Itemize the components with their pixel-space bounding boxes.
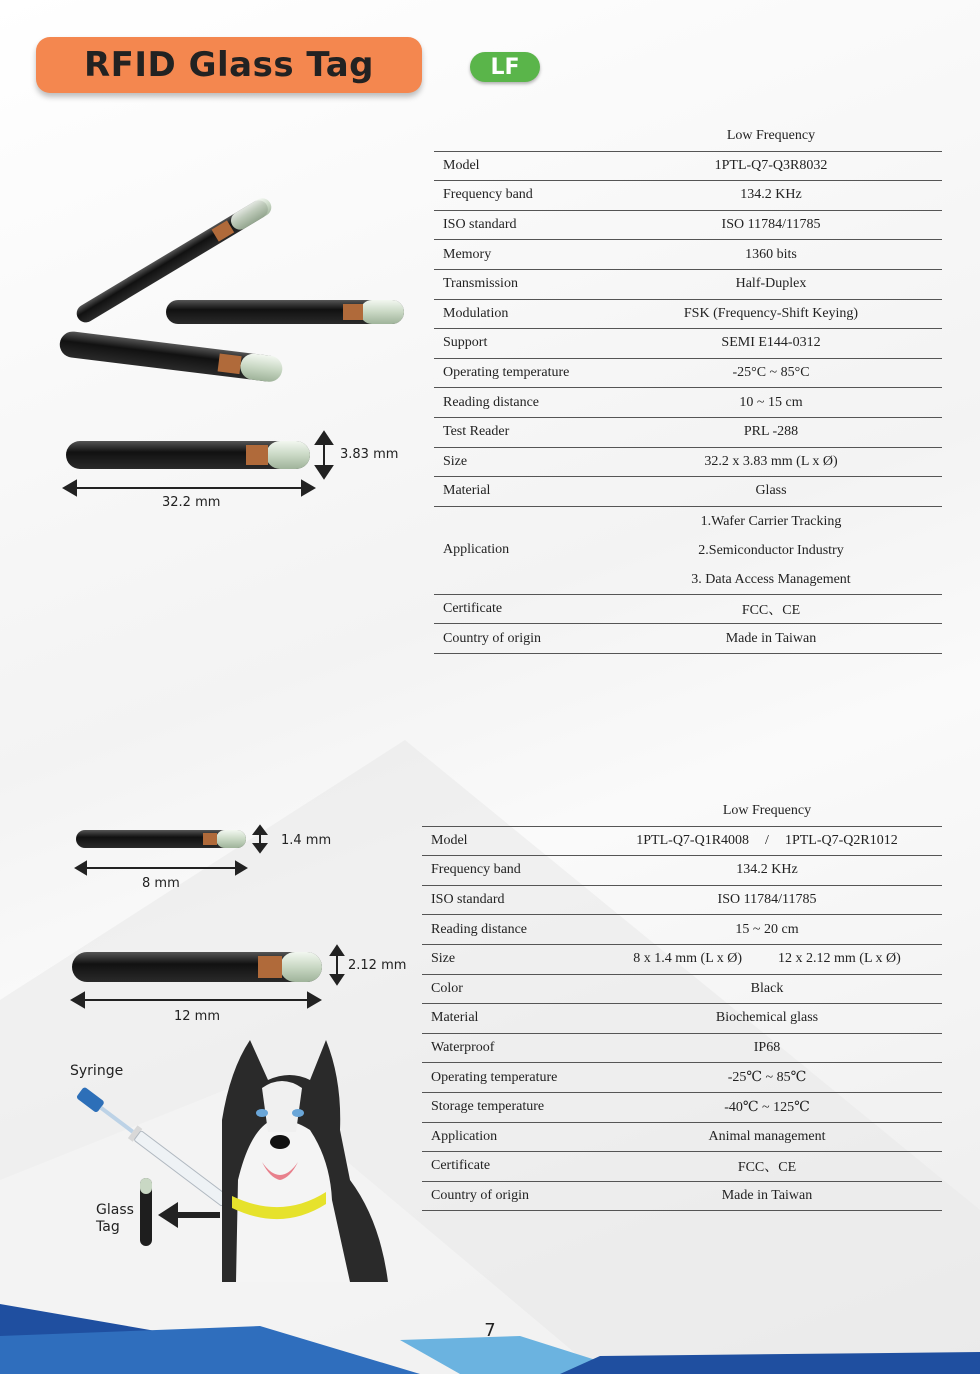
spec-label: Support bbox=[434, 329, 600, 359]
spec-label: Operating temperature bbox=[422, 1063, 592, 1093]
spec-value: 134.2 KHz bbox=[592, 856, 942, 886]
spec-value bbox=[592, 944, 942, 974]
spec-label: Model bbox=[422, 826, 592, 856]
spec-label: Transmission bbox=[434, 269, 600, 299]
model-number: 1PTL-Q7-Q2R1012 bbox=[784, 832, 898, 848]
spec-label: Application bbox=[434, 506, 600, 594]
diameter-label-large: 2.12 mm bbox=[348, 958, 407, 973]
length-label-1: 32.2 mm bbox=[162, 495, 221, 510]
spec-value: Glass bbox=[600, 477, 942, 507]
spec-value: Biochemical glass bbox=[592, 1004, 942, 1034]
spec-value: SEMI E144-0312 bbox=[600, 329, 942, 359]
spec-value: Half-Duplex bbox=[600, 269, 942, 299]
table-row bbox=[422, 856, 942, 886]
table-row-model bbox=[422, 826, 942, 856]
spec-value: 32.2 x 3.83 mm (L x Ø) bbox=[600, 447, 942, 477]
page-title: RFID Glass Tag bbox=[83, 45, 375, 85]
spec-label: Material bbox=[434, 477, 600, 507]
table-row-size bbox=[422, 944, 942, 974]
spec-value: FCC、CE bbox=[592, 1152, 942, 1182]
spec-value: -40℃ ~ 125℃ bbox=[592, 1092, 942, 1122]
table-row bbox=[422, 1004, 942, 1034]
size-value: 8 x 1.4 mm (L x Ø) bbox=[633, 951, 742, 967]
spec-label: Storage temperature bbox=[422, 1092, 592, 1122]
spec-label: Test Reader bbox=[434, 417, 600, 447]
size-value: 12 x 2.12 mm (L x Ø) bbox=[778, 951, 901, 967]
spec-value: FSK (Frequency-Shift Keying) bbox=[600, 299, 942, 329]
application-item: 3. Data Access Management bbox=[691, 571, 851, 587]
model-number: 1PTL-Q7-Q1R4008 bbox=[636, 832, 750, 848]
diameter-arrow-large bbox=[331, 946, 343, 984]
spec-value: Made in Taiwan bbox=[592, 1181, 942, 1211]
spec-value: ISO 11784/11785 bbox=[600, 210, 942, 240]
spec-label: Size bbox=[434, 447, 600, 477]
spec-value: PRL -288 bbox=[600, 417, 942, 447]
table-row bbox=[422, 1033, 942, 1063]
spec-value: Animal management bbox=[592, 1122, 942, 1152]
spec-value: 1PTL-Q7-Q3R8032 bbox=[600, 151, 942, 181]
glass-tag-label bbox=[96, 1202, 134, 1236]
table-row bbox=[422, 1063, 942, 1093]
spec-value: FCC、CE bbox=[600, 594, 942, 624]
spec-value: Made in Taiwan bbox=[600, 624, 942, 654]
table-row bbox=[422, 885, 942, 915]
glass-tag-small bbox=[76, 830, 246, 848]
spec-label: Memory bbox=[434, 240, 600, 270]
badge-label: LF bbox=[490, 54, 520, 80]
length-label-small: 8 mm bbox=[142, 876, 180, 891]
spec-value: -25°C ~ 85°C bbox=[600, 358, 942, 388]
table-row bbox=[422, 915, 942, 945]
spec-label: Size bbox=[422, 944, 592, 974]
length-arrow-small bbox=[76, 862, 246, 874]
application-item: 1.Wafer Carrier Tracking bbox=[700, 513, 842, 529]
glass-tag-vertical bbox=[140, 1178, 152, 1246]
spec-value: 134.2 KHz bbox=[600, 181, 942, 211]
glass-tag-large bbox=[72, 952, 322, 982]
syringe-image bbox=[75, 1086, 243, 1218]
spec-label: Waterproof bbox=[422, 1033, 592, 1063]
spec-value: ISO 11784/11785 bbox=[592, 885, 942, 915]
spec-label: Frequency band bbox=[434, 181, 600, 211]
spec-label: Country of origin bbox=[434, 624, 600, 654]
table-row bbox=[422, 1152, 942, 1182]
husky-dog-image bbox=[222, 1040, 388, 1282]
spec-label: ISO standard bbox=[422, 885, 592, 915]
spec-label: Application bbox=[422, 1122, 592, 1152]
diameter-label-1: 3.83 mm bbox=[340, 447, 399, 462]
product2-spec-table bbox=[422, 797, 942, 1211]
spec-value: 1360 bits bbox=[600, 240, 942, 270]
spec-label: Country of origin bbox=[422, 1181, 592, 1211]
spec-label: Modulation bbox=[434, 299, 600, 329]
spec-label: Frequency band bbox=[422, 856, 592, 886]
spec-value: 10 ~ 15 cm bbox=[600, 388, 942, 418]
glass-tag-label-line2: Tag bbox=[96, 1219, 120, 1235]
spec-label: Certificate bbox=[422, 1152, 592, 1182]
syringe-label: Syringe bbox=[70, 1063, 124, 1079]
spec-label: Reading distance bbox=[434, 388, 600, 418]
table-header-frequency: Low Frequency bbox=[592, 797, 942, 826]
spec-label: Material bbox=[422, 1004, 592, 1034]
length-arrow-large bbox=[72, 993, 320, 1007]
spec-value bbox=[592, 826, 942, 856]
spec-value: -25℃ ~ 85℃ bbox=[592, 1063, 942, 1093]
spec-label: Model bbox=[434, 151, 600, 181]
table-row bbox=[422, 1181, 942, 1211]
table-row bbox=[422, 1092, 942, 1122]
table-header-frequency: Low Frequency bbox=[600, 122, 942, 151]
spec-value: IP68 bbox=[592, 1033, 942, 1063]
model-separator: / bbox=[765, 832, 769, 848]
spec-value: Black bbox=[592, 974, 942, 1004]
page-number: 7 bbox=[484, 1320, 496, 1341]
length-label-large: 12 mm bbox=[174, 1009, 221, 1024]
table-row bbox=[422, 1122, 942, 1152]
table-row bbox=[422, 974, 942, 1004]
diameter-label-small: 1.4 mm bbox=[281, 833, 332, 848]
spec-value: 15 ~ 20 cm bbox=[592, 915, 942, 945]
spec-label: Certificate bbox=[434, 594, 600, 624]
pointer-arrow bbox=[158, 1202, 220, 1228]
diameter-arrow-small bbox=[254, 826, 266, 852]
spec-label: Reading distance bbox=[422, 915, 592, 945]
glass-tag-label-line1: Glass bbox=[96, 1202, 134, 1218]
spec-label: Operating temperature bbox=[434, 358, 600, 388]
spec-label: Color bbox=[422, 974, 592, 1004]
application-item: 2.Semiconductor Industry bbox=[698, 542, 844, 558]
spec-label: ISO standard bbox=[434, 210, 600, 240]
